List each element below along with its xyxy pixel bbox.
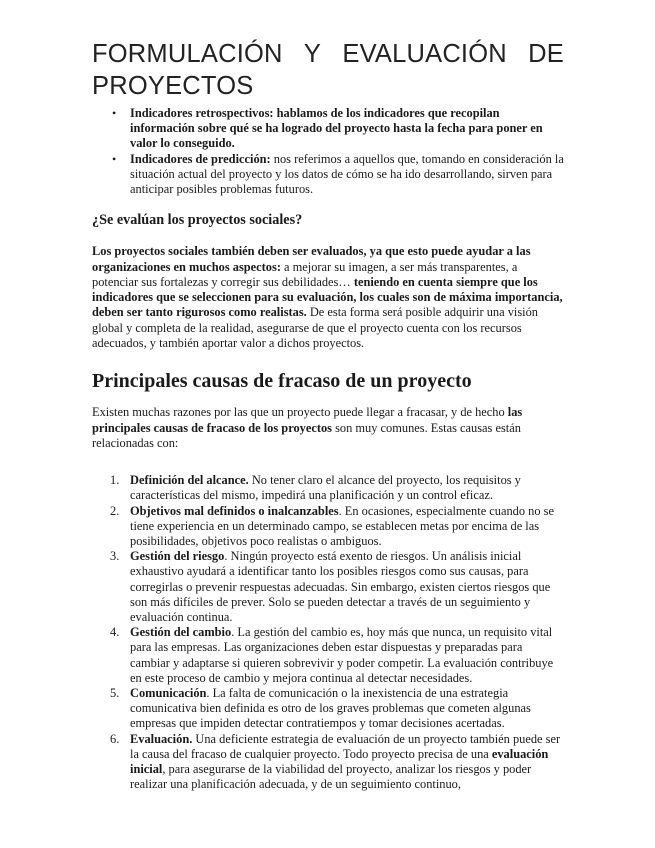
list-number: 5. <box>110 686 120 701</box>
list-item <box>110 503 564 550</box>
title-line-1 <box>92 38 564 70</box>
intro-text-1: Existen muchas razones por las que un proyecto puede llegar a fracasar, y de hecho <box>92 405 508 420</box>
indicator-bullet-list <box>92 106 564 197</box>
document-title <box>92 38 564 102</box>
failure-causes-intro <box>92 405 564 451</box>
cause-title: Objetivos mal definidos o inalcanzables <box>130 503 339 518</box>
cause-text: . Ningún proyecto está exento de riesgos. Un análisis inicial exhaustivo ayudará a identificar tanto los posibles riesgos como sus causas, para corregirlas o prevenir respuestas adecuadas. Sin embargo, existen ciertos riesgos que son más difíciles de prever. Solo se pueden detectar a través de un seguimiento y evaluación continua. <box>130 549 551 625</box>
para-bold-1: Los proyectos sociales también deben ser evaluados, ya que esto puede ayudar a las organizaciones en muchos aspectos: <box>92 244 531 274</box>
cause-text: No tener claro el alcance del proyecto, los requisitos y características del mismo, impedirá una planificación y un control eficaz. <box>130 473 521 503</box>
cause-text-continued: , para asegurarse de la viabilidad del proyecto, analizar los riesgos y poder realizar una planificación adecuada, y de un seguimiento continuo, <box>130 762 532 792</box>
section-heading-failure-causes: Principales causas de fracaso de un proyecto <box>92 370 472 393</box>
list-item <box>110 473 564 503</box>
cause-text: . La falta de comunicación o la inexistencia de una estrategia comunicativa bien definida es otro de los graves problemas que cometen algunas empresas que impiden detectar contratiempos y tomar decisiones acertadas. <box>130 686 531 731</box>
cause-text: . En ocasiones, especialmente cuando no se tiene experiencia en un determinado campo, se establecen metas por encima de las posibilidades, objetivos poco realistas o ambiguos. <box>130 503 554 548</box>
bullet-bold: Indicadores retrospectivos: hablamos de los indicadores que recopilan información sobre qué se ha logrado del proyecto hasta la fecha para poner en valor lo conseguido. <box>130 106 543 151</box>
bullet-item-retrospective <box>130 106 564 152</box>
cause-title: Evaluación. <box>130 731 193 746</box>
intro-bold: las principales causas de fracaso de los proyectos <box>92 405 523 435</box>
cause-title: Definición del alcance. <box>130 473 249 488</box>
document-page <box>92 38 564 792</box>
cause-title: Gestión del riesgo <box>130 549 225 564</box>
bullet-bold: Indicadores de predicción: <box>130 151 271 166</box>
para-text-2: De esta forma será posible adquirir una visión global y completa de la realidad, asegurarse de que el proyecto cuenta con los recursos adecuados, y también aportar valor a dichos proyectos. <box>92 305 538 350</box>
list-item <box>110 625 564 686</box>
list-number: 2. <box>110 503 120 518</box>
intro-text-2: son muy comunes. Estas causas están relacionadas con: <box>92 420 521 450</box>
list-number: 1. <box>110 473 120 488</box>
cause-text: Una deficiente estrategia de evaluación de un proyecto también puede ser la causa del fracaso de cualquier proyecto. Todo proyecto precisa de una <box>130 731 561 761</box>
list-number: 4. <box>110 625 120 640</box>
bullet-text: nos referimos a aquellos que, tomando en consideración la situación actual del proyecto y los datos de cómo se ha ido desarrollando, sirven para anticipar posibles problemas futuros. <box>130 151 564 197</box>
list-item <box>110 686 564 732</box>
para-bold-2: teniendo en cuenta siempre que los indicadores que se seleccionen para su evaluación, los cuales son de máxima importancia, deben ser tanto rigurosos como realistas. <box>92 274 563 320</box>
title-word-2: Y <box>303 40 322 68</box>
title-word-4: DE <box>528 40 564 68</box>
list-number: 3. <box>110 549 120 564</box>
cause-title: Gestión del cambio <box>130 625 232 640</box>
social-projects-paragraph <box>92 244 564 351</box>
list-item <box>110 731 564 793</box>
title-word-1: FORMULACIÓN <box>92 40 283 68</box>
cause-bold-inline: evaluación inicial <box>130 746 549 777</box>
title-line-2: PROYECTOS <box>92 72 254 100</box>
list-number: 6. <box>110 731 120 746</box>
cause-text: . La gestión del cambio es, hoy más que nunca, un requisito vital para las empresas. Las organizaciones deben estar dispuestas y preparadas para cambiar y adaptarse si quieren sobrevivir y poder competir. La evaluación contribuye en este proceso de cambio y mejora continua al detectar necesidades. <box>130 625 554 685</box>
list-item <box>110 549 564 625</box>
title-word-3: EVALUACIÓN <box>342 40 507 68</box>
failure-causes-list <box>92 473 564 792</box>
bullet-item-prediction <box>130 152 564 198</box>
section-heading-social-projects: ¿Se evalúan los proyectos sociales? <box>92 212 303 229</box>
para-text-1: a mejorar su imagen, a ser más transparentes, a potenciar sus fortalezas y corregir sus debilidades… <box>92 259 518 289</box>
cause-title: Comunicación <box>130 686 207 701</box>
